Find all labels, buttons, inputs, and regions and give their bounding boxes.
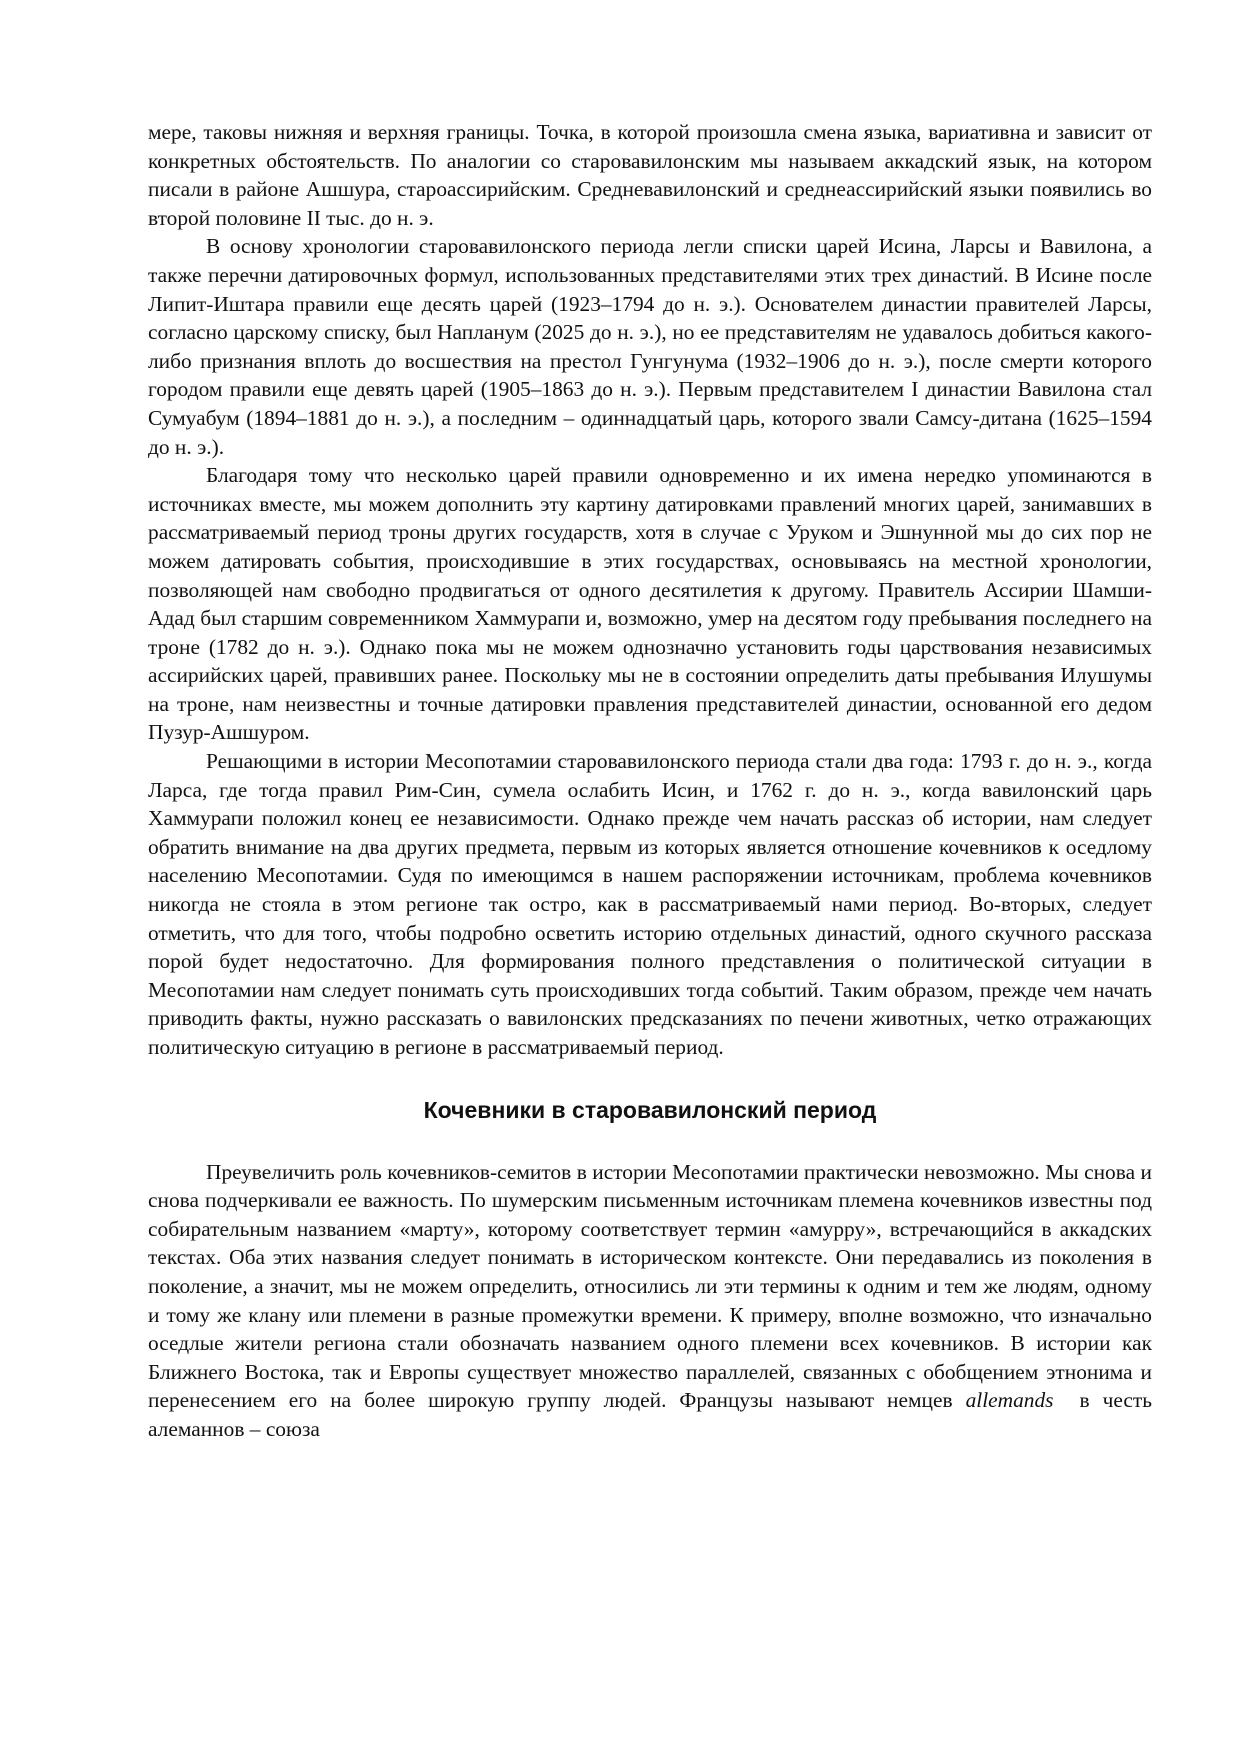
section-heading: Кочевники в старовавилонский период bbox=[423, 1096, 877, 1123]
paragraph-nomads bbox=[148, 1158, 1158, 1444]
paragraph-chronology: В основу хронологии старовавилонского периода легли списки царей Исина, Ларсы и Вавилона, а также перечни датировочных формул, использованных представителями этих трех династий. В Исине после Липит-Иштара правили еще десять царей (1923–1794 до н. э.). Основателем династии правителей Ларсы, согласно царскому списку, был Напланум (2025 до н. э.), но ее представителям не удавалось добиться какого-либо признания вплоть до восшествия на престол Гунгунума (1932–1906 до н. э.), после смерти которого городом правили еще девять царей (1905–1863 до н. э.). Первым представителем I династии Вавилона стал Сумуабум (1894–1881 до н. э.), а последним – одиннадцатый царь, которого звали Самсу-дитана (1625–1594 до н. э.). bbox=[148, 234, 1152, 459]
paragraph-nomads-text: Преувеличить роль кочевников-семитов в истории Месопотамии практически невозможно. Мы снова и снова подчеркивали ее важность. По шумерским письменным источникам племена кочевников известны под собирательным названием «марту», которому соответствует термин «амурру», встречающийся в аккадских текстах. Оба этих названия следует понимать в историческом контексте. Они передавались из поколения в поколение, а значит, мы не можем определить, относились ли эти термины к одним и тем же людям, одному и тому же клану или племени в разные промежутки времени. К примеру, вполне возможно, что изначально оседлые жители региона стали обозначать названием одного племени всех кочевников. В истории как Ближнего Востока, так и Европы существует множество параллелей, связанных с обобщением этнонима и перенесением его на более широкую группу людей. Французы называют немцев bbox=[148, 1159, 1152, 1413]
paragraph-synchronisms: Благодаря тому что несколько царей правили одновременно и их имена нередко упоминаются в источниках вместе, мы можем дополнить эту картину датировками правлений многих царей, занимавших в рассматриваемый период троны других государств, хотя в случае с Уруком и Эшнунной мы до сих пор не можем датировать события, происходившие в этих государствах, основываясь на местной хронологии, позволяющей нам свободно продвигаться от одного десятилетия к другому. Правитель Ассирии Шамши-Адад был старшим современником Хаммурапи и, возможно, умер на десятом году пребывания последнего на троне (1782 до н. э.). Однако пока мы не можем однозначно установить годы царствования независимых ассирийских царей, правивших ранее. Поскольку мы не в состоянии определить даты пребывания Илушумы на троне, нам неизвестны и точные датировки правления представителей династии, основанной его дедом Пузур-Ашшуром. bbox=[148, 463, 1152, 745]
italic-term: allemands bbox=[965, 1388, 1054, 1413]
paragraph-decisive-years: Решающими в истории Месопотамии старовавилонского периода стали два года: 1793 г. до н. э., когда Ларса, где тогда правил Рим-Син, сумела ослабить Исин, и 1762 г. до н. э., когда вавилонский царь Хаммурапи положил конец ее независимости. Однако прежде чем начать рассказ об истории, нам следует обратить внимание на два других предмета, первым из которых является отношение кочевников к оседлому населению Месопотамии. Судя по имеющимся в нашем распоряжении источникам, проблема кочевников никогда не стояла в этом регионе так остро, как в рассматриваемый нами период. Во-вторых, следует отметить, что для того, чтобы подробно осветить историю отдельных династий, одного скучного рассказа порой будет недостаточно. Для формирования полного представления о политической ситуации в Месопотамии нам следует понимать суть происходивших тогда событий. Таким образом, прежде чем начать приводить факты, нужно рассказать о вавилонских предсказаниях по печени животных, четко отражающих политическую ситуацию в регионе в рассматриваемый период. bbox=[148, 749, 1152, 1059]
paragraph-nomads-tail: в честь алеманнов – союза bbox=[148, 1388, 1158, 1441]
paragraph-continued: мере, таковы нижняя и верхняя границы. Точка, в которой произошла смена языка, вариативна и зависит от конкретных обстоятельств. По аналогии со старовавилонским мы называем аккадский язык, на котором писали в районе Ашшура, староассирийским. Средневавилонский и среднеассирийский языки появились во второй половине II тыс. до н. э. bbox=[148, 120, 1152, 230]
document-page bbox=[148, 118, 1158, 1444]
